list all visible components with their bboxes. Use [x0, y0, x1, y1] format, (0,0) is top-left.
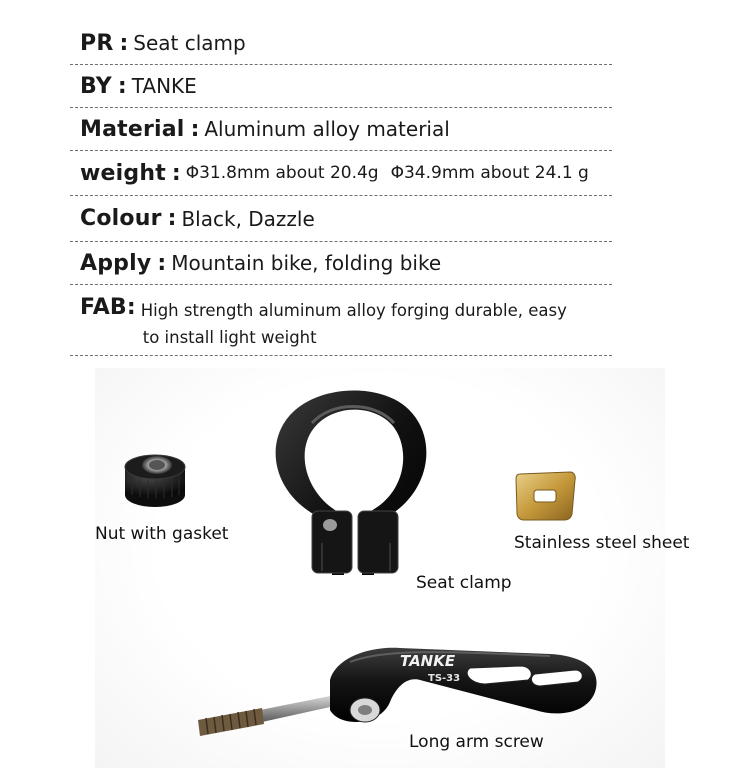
spec-row-fab	[70, 285, 612, 356]
spec-value: Aluminum alloy material	[204, 117, 450, 141]
spec-row-material	[70, 108, 612, 151]
spec-table	[70, 22, 612, 356]
fab-line-1: High strength aluminum alloy forging durable, easy	[140, 301, 567, 320]
spec-colon: :	[119, 30, 129, 56]
spec-key: Apply	[80, 250, 152, 276]
spec-colon: :	[167, 206, 177, 231]
caption-nut: Nut with gasket	[95, 524, 229, 544]
seat-clamp-icon	[262, 383, 444, 583]
spec-value-weight-2: Φ34.9mm about 24.1 g	[390, 163, 589, 183]
spec-key: Colour	[80, 206, 162, 231]
spec-value: Black, Dazzle	[181, 206, 315, 231]
spec-value-fab	[141, 285, 611, 351]
quick-release-lever-icon	[190, 640, 610, 740]
spec-key: PR	[80, 30, 114, 56]
lever-brand: TANKE	[400, 652, 456, 670]
caption-sheet: Stainless steel sheet	[514, 533, 690, 553]
steel-sheet-icon	[512, 470, 578, 522]
spec-colon: :	[190, 116, 200, 142]
spec-row-pr	[70, 22, 612, 65]
lever-model: TS-33	[428, 673, 461, 684]
caption-clamp: Seat clamp	[416, 573, 512, 593]
spec-colon: :	[117, 73, 127, 99]
spec-row-colour	[70, 196, 612, 242]
spec-key: FAB	[80, 295, 127, 320]
spec-row-weight	[70, 151, 612, 196]
spec-value: Seat clamp	[133, 31, 246, 55]
fab-line-2: to install light weight	[142, 328, 317, 347]
spec-key: Material	[80, 116, 185, 142]
spec-colon: :	[126, 295, 136, 320]
spec-colon: :	[157, 250, 167, 276]
spec-row-apply	[70, 242, 612, 285]
nut-icon	[120, 445, 190, 511]
caption-lever: Long arm screw	[409, 732, 544, 752]
spec-value-weight-1: Φ31.8mm about 20.4g	[185, 163, 379, 183]
spec-key: BY	[80, 73, 112, 99]
spec-colon: :	[171, 160, 181, 186]
spec-value: TANKE	[131, 74, 197, 98]
spec-value: Mountain bike, folding bike	[171, 251, 442, 275]
spec-key: weight	[80, 160, 166, 186]
spec-row-by	[70, 65, 612, 108]
